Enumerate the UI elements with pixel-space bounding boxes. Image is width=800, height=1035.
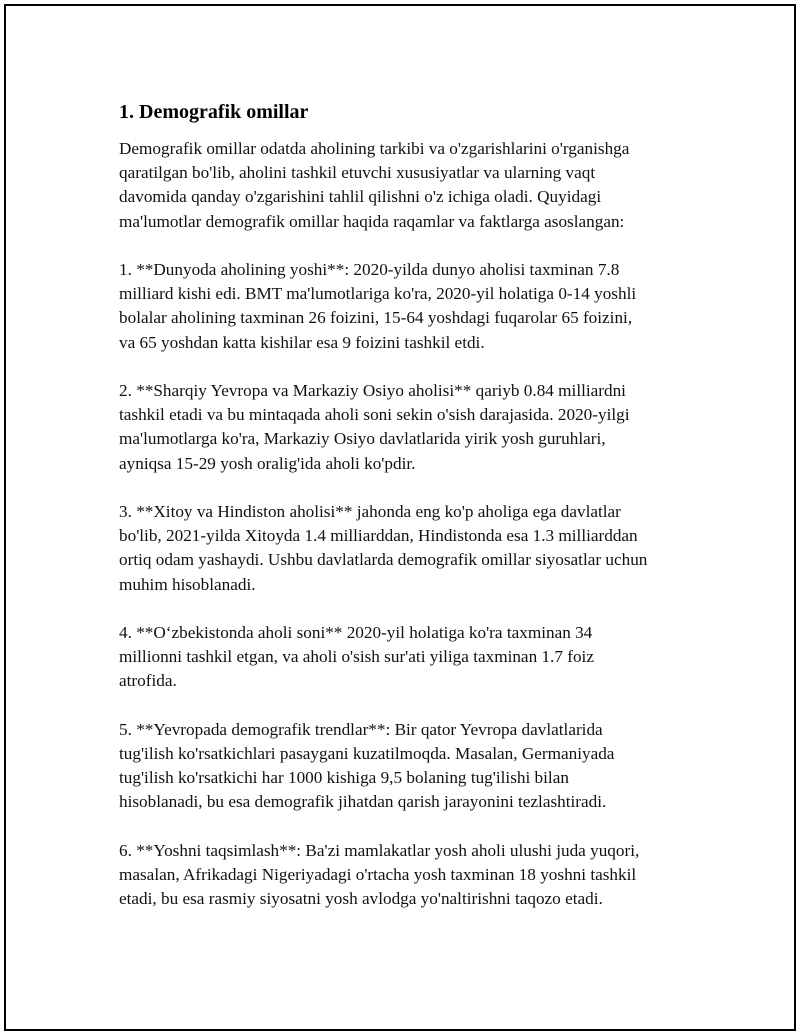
list-item-5 (119, 718, 709, 815)
text-line: 1. **Dunyoda aholining yoshi**: 2020-yilda dunyo aholisi taxminan 7.8 (119, 260, 620, 279)
list-item-6 (119, 839, 709, 912)
list-item-2 (119, 379, 709, 476)
text-line: 4. **O‘zbekistonda aholi soni** 2020-yil holatiga ko'ra taxminan 34 (119, 623, 593, 642)
text-line: hisoblanadi, bu esa demografik jihatdan qarish jarayonini tezlashtiradi. (119, 792, 607, 812)
text-line: tug'ilish ko'rsatkichi har 1000 kishiga 9,5 bolaning tug'ilishi bilan (119, 768, 569, 788)
text-line: 6. **Yoshni taqsimlash**: Ba'zi mamlakatlar yosh aholi ulushi juda yuqori, (119, 840, 640, 860)
text-line: atrofida. (119, 671, 177, 691)
text-line: millionni tashkil etgan, va aholi o'sish sur'ati yiliga taxminan 1.7 foiz (119, 647, 594, 667)
text-line: 3. **Xitoy va Hindiston aholisi** jahonda eng ko'p aholiga ega davlatlar (119, 502, 621, 521)
list-item-3 (119, 500, 709, 597)
text-line: ayniqsa 15-29 yosh oralig'ida aholi ko'pdir. (119, 453, 416, 473)
text-line: qaratilgan bo'lib, aholini tashkil etuvchi xususiyatlar va ularning vaqt (119, 163, 596, 183)
text-line: muhim hisoblanadi. (119, 574, 256, 594)
text-line: 2. **Sharqiy Yevropa va Markaziy Osiyo aholisi** qariyb 0.84 milliardni (119, 381, 626, 400)
text-line: ortiq odam yashaydi. Ushbu davlatlarda demografik omillar siyosatlar uchun (119, 550, 648, 570)
text-line: Demografik omillar odatda aholining tarkibi va o'zgarishlarini o'rganishga (119, 139, 630, 158)
intro-paragraph (119, 137, 709, 234)
text-line: bo'lib, 2021-yilda Xitoyda 1.4 milliarddan, Hindistonda esa 1.3 milliarddan (119, 526, 638, 546)
text-line: tashkil etadi va bu mintaqada aholi soni sekin o'sish darajasida. 2020-yilgi (119, 405, 630, 425)
list-item-1 (119, 258, 709, 355)
text-line: bolalar aholining taxminan 26 foizini, 15-64 yoshdagi fuqarolar 65 foizini, (119, 308, 633, 328)
page-frame (4, 4, 796, 1031)
text-line: masalan, Afrikadagi Nigeriyadagi o'rtacha yosh taxminan 18 yoshni tashkil (119, 865, 637, 884)
document-body (119, 99, 709, 936)
text-line: milliard kishi edi. BMT ma'lumotlariga ko'ra, 2020-yil holatiga 0-14 yoshli (119, 284, 637, 304)
list-item-4 (119, 621, 709, 694)
text-line: ma'lumotlarga ko'ra, Markaziy Osiyo davlatlarida yirik yosh guruhlari, (119, 429, 606, 449)
text-line: va 65 yoshdan katta kishilar esa 9 foizini tashkil etdi. (119, 332, 485, 352)
text-line: 5. **Yevropada demografik trendlar**: Bir qator Yevropa davlatlarida (119, 719, 603, 739)
text-line: ma'lumotlar demografik omillar haqida raqamlar va faktlarga asoslangan: (119, 211, 625, 231)
section-heading: 1. Demografik omillar (119, 101, 309, 123)
text-line: etadi, bu esa rasmiy siyosatni yosh avlodga yo'naltirishni taqozo etadi. (119, 889, 603, 909)
text-line: tug'ilish ko'rsatkichlari pasaygani kuzatilmoqda. Masalan, Germaniyada (119, 744, 615, 763)
text-line: davomida qanday o'zgarishini tahlil qilishni o'z ichiga oladi. Quyidagi (119, 187, 602, 207)
